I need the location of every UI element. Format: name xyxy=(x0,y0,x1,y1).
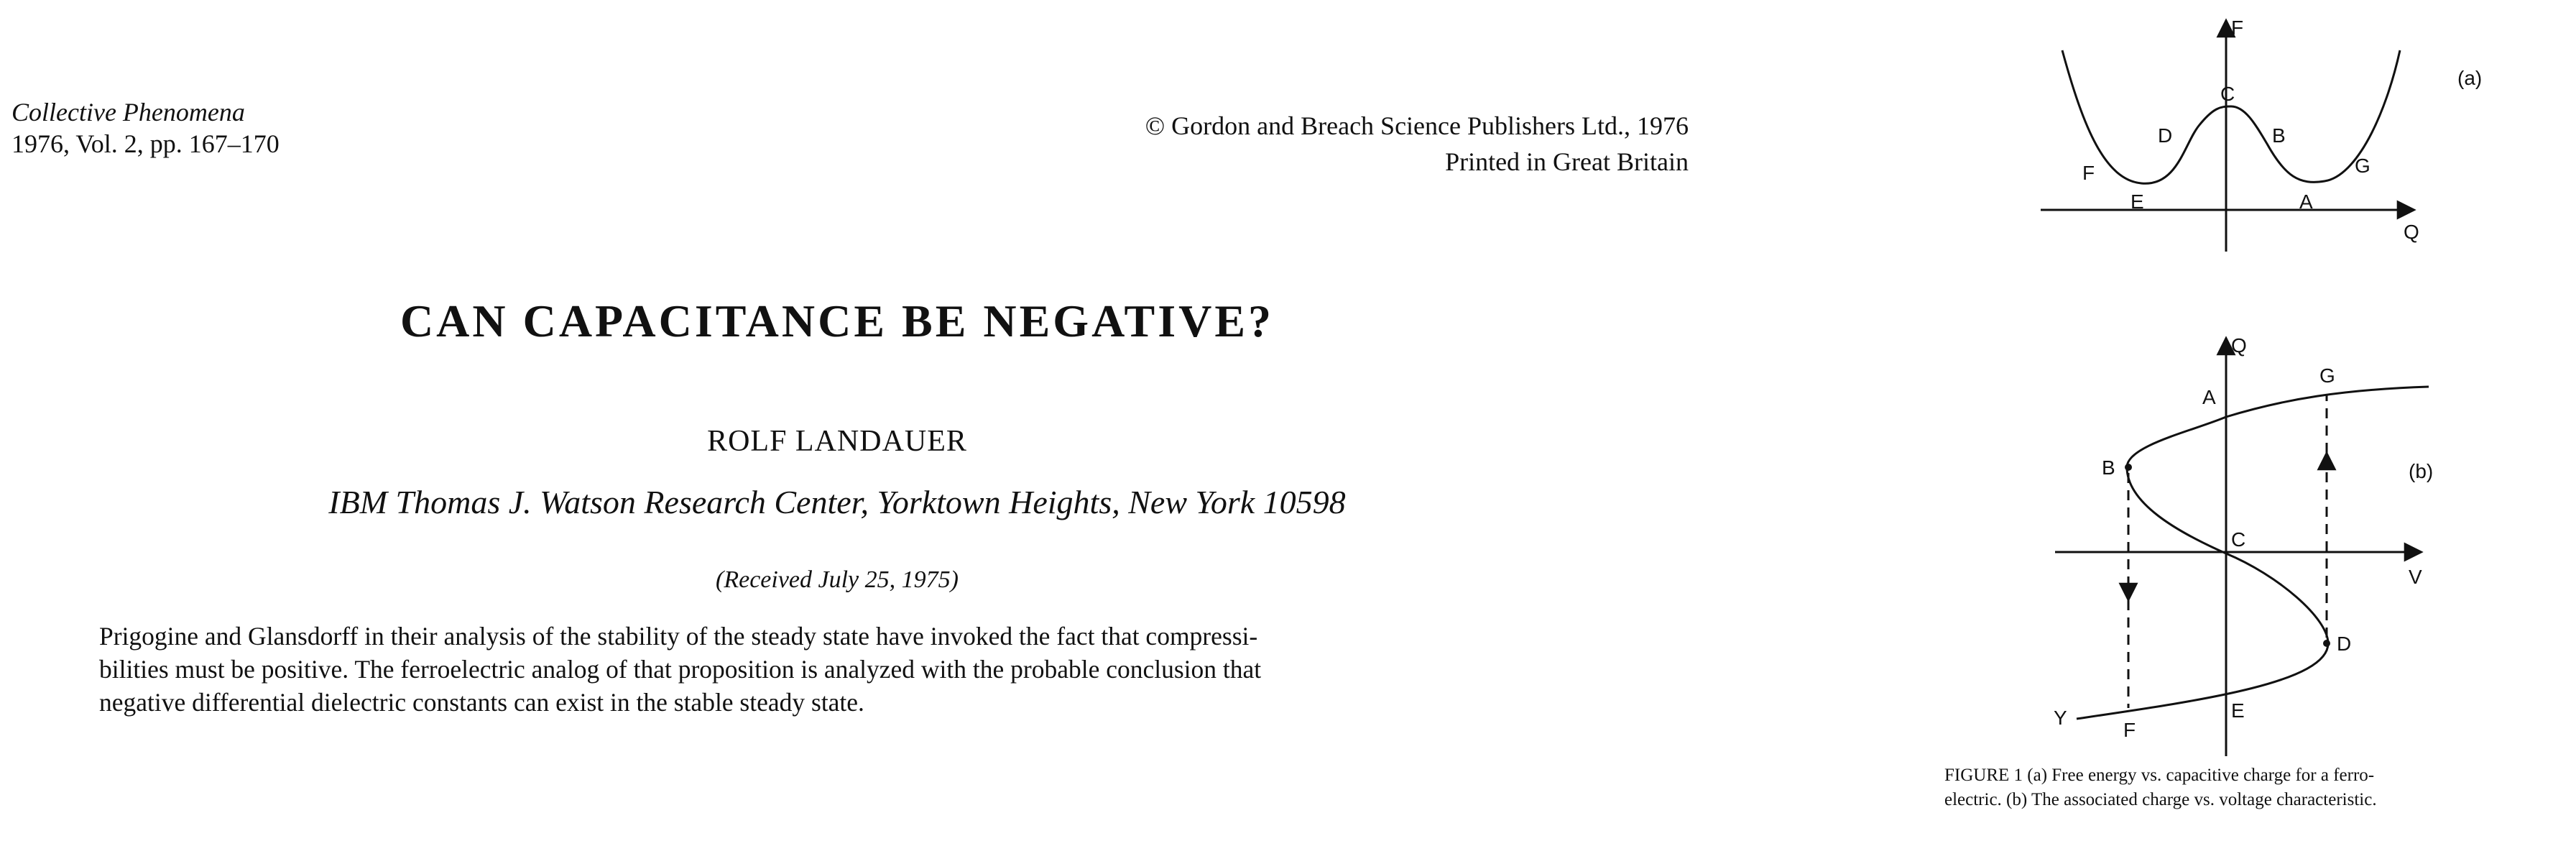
point-label-g: G xyxy=(2355,155,2370,177)
journal-volume: 1976, Vol. 2, pp. 167–170 xyxy=(11,129,280,158)
caption-line: FIGURE 1 (a) Free energy vs. capacitive charge for a ferro- xyxy=(1944,766,2375,785)
figure-1 xyxy=(1983,0,2558,762)
abstract-line: bilities must be positive. The ferroelectric analog of that proposition is analyzed with the probable conclusion that xyxy=(99,655,1262,684)
point-label-b: B xyxy=(2272,124,2286,147)
printed-line: Printed in Great Britain xyxy=(1445,147,1689,176)
journal-name: Collective Phenomena xyxy=(11,98,245,127)
panel-a-y-label: F xyxy=(2231,17,2244,39)
paper-title: CAN CAPACITANCE BE NEGATIVE? xyxy=(400,295,1275,346)
author-name: ROLF LANDAUER xyxy=(707,425,967,458)
point-label-e: E xyxy=(2130,190,2144,213)
panel-b-y-label: Q xyxy=(2231,334,2247,357)
caption-line: electric. (b) The associated charge vs. voltage characteristic. xyxy=(1944,790,2377,809)
point-label-d: D xyxy=(2158,124,2173,147)
panel-b-x-label: V xyxy=(2409,566,2422,588)
abstract xyxy=(99,620,1622,719)
point-label-c: C xyxy=(2231,528,2246,551)
point-b-dot xyxy=(2125,464,2132,471)
point-d-dot xyxy=(2323,640,2330,647)
panel-b xyxy=(2054,334,2433,756)
panel-a-x-label: Q xyxy=(2404,221,2419,243)
point-label-f: F xyxy=(2082,162,2095,184)
panel-a xyxy=(2041,17,2482,252)
journal-citation xyxy=(11,96,280,160)
abstract-line: negative differential dielectric constants can exist in the stable steady state. xyxy=(99,688,864,717)
figure-caption xyxy=(1944,763,2534,812)
point-label-f: F xyxy=(2123,719,2136,741)
point-label-c: C xyxy=(2220,83,2235,105)
received-date: (Received July 25, 1975) xyxy=(716,566,959,593)
abstract-line: Prigogine and Glansdorff in their analysis of the stability of the steady state have invoked the fact that compressi- xyxy=(99,622,1258,651)
point-label-b: B xyxy=(2102,456,2115,479)
point-label-a: A xyxy=(2202,386,2216,408)
point-label-a: A xyxy=(2299,190,2313,213)
panel-a-curve xyxy=(2062,50,2400,183)
point-label-g: G xyxy=(2319,364,2335,387)
copyright-line: © Gordon and Breach Science Publishers Ltd., 1976 xyxy=(1145,111,1689,140)
panel-a-tag: (a) xyxy=(2457,67,2483,89)
copyright-block xyxy=(790,108,1689,180)
point-label-y: Y xyxy=(2054,707,2067,729)
panel-b-tag: (b) xyxy=(2409,460,2434,482)
author-affiliation: IBM Thomas J. Watson Research Center, Yorktown Heights, New York 10598 xyxy=(328,484,1346,520)
point-label-d: D xyxy=(2337,633,2352,655)
point-label-e: E xyxy=(2231,699,2245,722)
